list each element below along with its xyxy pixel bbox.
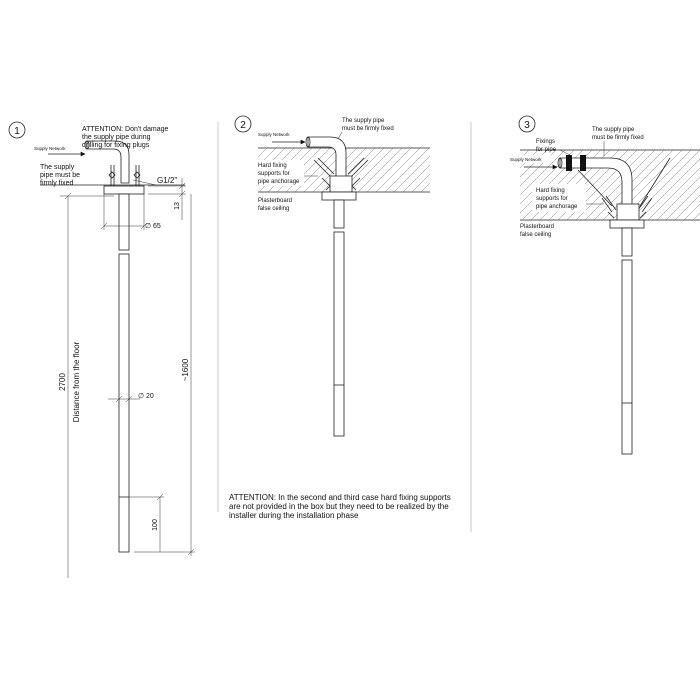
panel-3-supply-network: Supply Network [510,157,542,162]
panel-2-hard-fixing-line-3: pipe anchorage [258,179,300,185]
panel-3-plasterboard-line-2: false ceiling [520,232,552,238]
hatch-line [421,183,430,192]
panel-1-thread-label: G1/2" [157,176,178,185]
panel-3-arm-top [622,228,632,256]
hatch-line [385,148,429,192]
panel-1-flange [104,186,144,194]
panel-1-pipe-fixed-line-1: The supply [40,164,75,171]
installation-note [229,493,451,520]
panel-1-dim-20: ∅ 20 [138,393,154,400]
panel-1-shower-arm-top [119,194,129,250]
panel-1-thread-leader [133,180,156,185]
hatch-line [367,148,411,192]
panel-1-pipe-fixed-line-3: firmly fixed [40,180,74,187]
panel-2-plasterboard-line-2: false ceiling [258,206,290,212]
panel-1-attention-line-3: drilling for fixing plugs [82,142,150,149]
panel-3 [508,116,700,454]
panel-3-hard-fixing-line-1: Hard fixing [536,188,565,194]
panel-3-hard-fixing-line-2: supports for [536,196,568,202]
panel-2-flange [322,192,356,200]
note-line-2: are not provided in the box but they need to be realized by the [229,502,449,511]
panel-2-number: 2 [240,120,246,131]
panel-1-dim-13: 13 [174,202,181,210]
panel-1-dim-1600: ~1600 [181,358,190,382]
hatch-line [520,150,547,177]
hatch-line [358,148,402,192]
panel-3-fixing-1 [566,155,572,171]
panel-2-pipe-fixed-line-1: The supply pipe [342,118,385,124]
panel-2-hard-fixing-line-1: Hard fixing [258,163,287,169]
panel-3-plasterboard-line-1: Plasterboard [520,224,555,230]
panel-2-arm-top [334,200,344,228]
panel-1-number: 1 [14,126,20,137]
panel-1-attention-line-1: ATTENTION: Don't damage [82,126,169,133]
panel-1 [9,122,195,578]
panel-2-arm [334,232,344,436]
panel-1-attention-line-2: the supply pipe during [82,134,151,141]
hatch-line [657,177,700,220]
panel-3-arm [622,260,632,454]
panel-3-fixings-line-1: Fixings [536,139,556,145]
hatch-line [349,148,393,192]
panel-3-wire-right [640,158,670,206]
panel-2-box [330,176,352,192]
panel-3-pipe-fixed-line-2: must be firmly fixed [592,135,644,141]
panel-1-dim-2700: 2700 [58,373,67,391]
panel-3-fixing-2 [580,155,586,171]
panel-3-pipe-fixed-line-1: The supply pipe [592,127,635,133]
hatch-line [639,159,700,220]
note-line-1: ATTENTION: In the second and third case hard fixing supports [229,493,451,502]
panel-3-flange [610,220,644,228]
panel-1-dim-100: 100 [152,519,159,531]
hatch-line [693,213,700,220]
panel-1-shower-arm [119,254,129,552]
hatch-line [376,148,420,192]
hatch-line [630,150,700,220]
panel-2-pipe-fixed-line-2: must be firmly fixed [342,126,394,132]
panel-1-dim-65: ∅ 65 [145,223,161,230]
panel-3-fixings-line-2: for pipe [536,147,557,153]
panel-1-supply-network: Supply Network [34,146,66,151]
hatch-line [412,174,430,192]
hatch-line [666,186,700,220]
panel-2 [235,116,430,436]
hatch-line [394,156,430,192]
panel-3-hard-fixing-line-3: pipe anchorage [536,204,578,210]
hatch-line [684,204,700,220]
panel-2-elbow [308,137,346,178]
panel-3-support-left [602,196,616,218]
panel-2-supply-network: Supply Network [258,132,290,137]
note-line-3: installer during the installation phase [229,511,359,520]
panel-3-box [617,204,639,220]
panel-1-floor-label: Distance from the floor [72,341,81,423]
panel-3-number: 3 [524,120,530,131]
hatch-line [403,165,430,192]
panel-3-support-right [638,196,652,218]
hatch-line [258,148,267,157]
panel-2-plasterboard-line-1: Plasterboard [258,198,293,204]
panel-2-hard-fixing-line-2: supports for [258,171,290,177]
panel-1-pipe-fixed-line-2: pipe must be [40,172,81,179]
